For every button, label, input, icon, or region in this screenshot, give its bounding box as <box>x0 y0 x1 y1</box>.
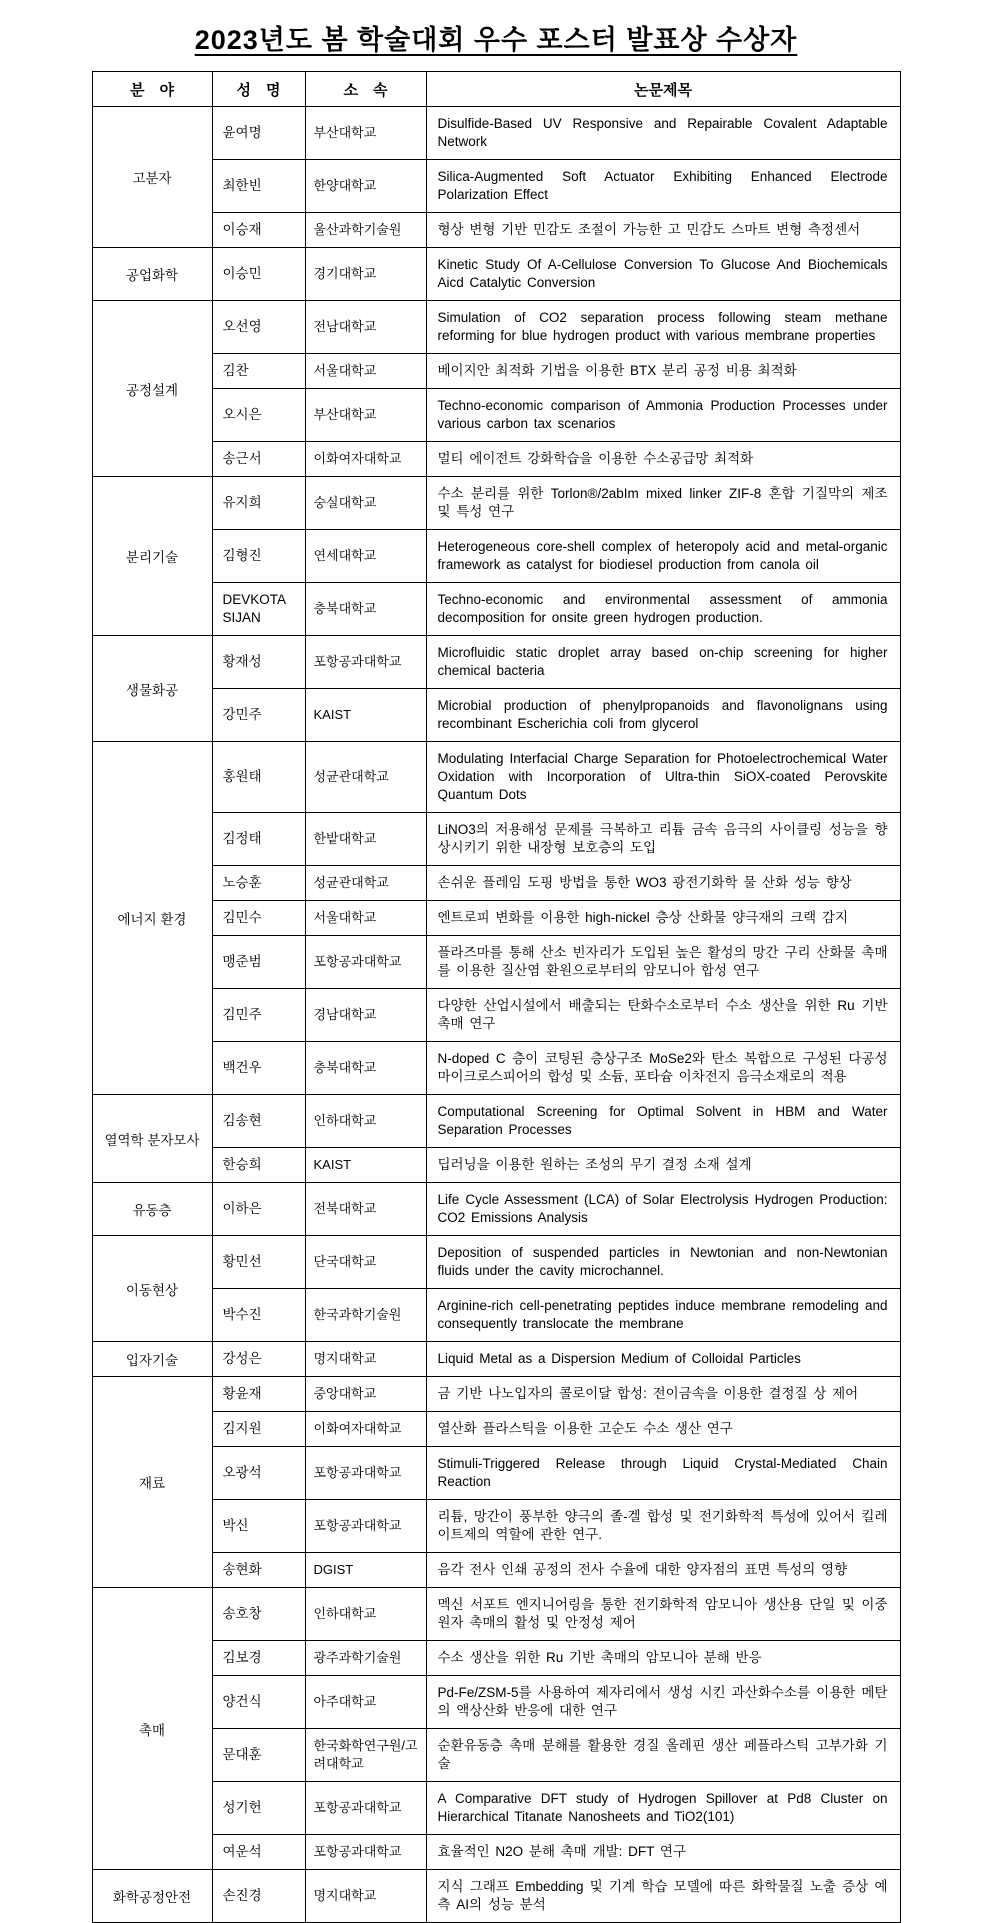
affiliation-cell: 명지대학교 <box>305 1870 426 1923</box>
paper-title-cell: 멕신 서포트 엔지니어링을 통한 전기화학적 암모니아 생산용 단일 및 이중 원자 촉매의 활성 및 안정성 제어 <box>426 1588 900 1641</box>
affiliation-cell: 성균관대학교 <box>305 866 426 901</box>
field-cell: 이동현상 <box>92 1236 212 1342</box>
affiliation-cell: 중앙대학교 <box>305 1377 426 1412</box>
affiliation-cell: 명지대학교 <box>305 1342 426 1377</box>
table-row <box>92 1042 900 1095</box>
table-row <box>92 1782 900 1835</box>
name-cell: 오광석 <box>212 1447 305 1500</box>
affiliation-cell: 한국화학연구원/고려대학교 <box>305 1729 426 1782</box>
paper-title-cell: Kinetic Study Of A-Cellulose Conversion To Glucose And Biochemicals Aicd Catalytic Conversion <box>426 248 900 301</box>
table-row <box>92 813 900 866</box>
table-row <box>92 301 900 354</box>
affiliation-cell: 인하대학교 <box>305 1588 426 1641</box>
table-row <box>92 1835 900 1870</box>
affiliation-cell: 울산과학기술원 <box>305 213 426 248</box>
field-cell: 에너지 환경 <box>92 742 212 1095</box>
affiliation-cell: 부산대학교 <box>305 107 426 160</box>
affiliation-cell: KAIST <box>305 689 426 742</box>
paper-title-cell: Modulating Interfacial Charge Separation for Photoelectrochemical Water Oxidation with Incorporation of Ultra-thin SiOX-coated Perovskite Quantum Dots <box>426 742 900 813</box>
table-row <box>92 213 900 248</box>
affiliation-cell: 포항공과대학교 <box>305 1782 426 1835</box>
name-cell: DEVKOTA SIJAN <box>212 583 305 636</box>
paper-title-cell: 손쉬운 플레임 도핑 방법을 통한 WO3 광전기화학 물 산화 성능 향상 <box>426 866 900 901</box>
name-cell: 박수진 <box>212 1289 305 1342</box>
affiliation-cell: 경남대학교 <box>305 989 426 1042</box>
name-cell: 강민주 <box>212 689 305 742</box>
name-cell: 문대훈 <box>212 1729 305 1782</box>
table-row <box>92 1588 900 1641</box>
table-row <box>92 1095 900 1148</box>
name-cell: 유지희 <box>212 477 305 530</box>
name-cell: 손진경 <box>212 1870 305 1923</box>
name-cell: 황재성 <box>212 636 305 689</box>
page-title: 2023년도 봄 학술대회 우수 포스터 발표상 수상자 <box>194 25 798 55</box>
name-cell: 백건우 <box>212 1042 305 1095</box>
paper-title-cell: Silica-Augmented Soft Actuator Exhibiting Enhanced Electrode Polarization Effect <box>426 160 900 213</box>
affiliation-cell: 전남대학교 <box>305 301 426 354</box>
name-cell: 박신 <box>212 1500 305 1553</box>
name-cell: 강성은 <box>212 1342 305 1377</box>
name-cell: 김민주 <box>212 989 305 1042</box>
paper-title-cell: 멀티 에이전트 강화학습을 이용한 수소공급망 최적화 <box>426 442 900 477</box>
field-cell: 열역학 분자모사 <box>92 1095 212 1183</box>
name-cell: 황윤재 <box>212 1377 305 1412</box>
table-row <box>92 989 900 1042</box>
affiliation-cell: KAIST <box>305 1148 426 1183</box>
table-row <box>92 442 900 477</box>
affiliation-cell: 포항공과대학교 <box>305 1500 426 1553</box>
table-row <box>92 1641 900 1676</box>
paper-title-cell: A Comparative DFT study of Hydrogen Spillover at Pd8 Cluster on Hierarchical Titanate Nanosheets and TiO2(101) <box>426 1782 900 1835</box>
affiliation-cell: 서울대학교 <box>305 354 426 389</box>
affiliation-cell: 서울대학교 <box>305 901 426 936</box>
paper-title-cell: Heterogeneous core-shell complex of heteropoly acid and metal-organic framework as catalyst for biodiesel production from canola oil <box>426 530 900 583</box>
field-cell: 공정설계 <box>92 301 212 477</box>
table-row <box>92 1500 900 1553</box>
affiliation-cell: 연세대학교 <box>305 530 426 583</box>
table-row <box>92 1447 900 1500</box>
field-cell: 분리기술 <box>92 477 212 636</box>
paper-title-cell: 수소 생산을 위한 Ru 기반 촉매의 암모니아 분해 반응 <box>426 1641 900 1676</box>
affiliation-cell: 포항공과대학교 <box>305 636 426 689</box>
affiliation-cell: 충북대학교 <box>305 583 426 636</box>
name-cell: 오시은 <box>212 389 305 442</box>
table-row <box>92 901 900 936</box>
name-cell: 김송현 <box>212 1095 305 1148</box>
paper-title-cell: Techno-economic comparison of Ammonia Production Processes under various carbon tax scenarios <box>426 389 900 442</box>
affiliation-cell: 전북대학교 <box>305 1183 426 1236</box>
paper-title-cell: 열산화 플라스틱을 이용한 고순도 수소 생산 연구 <box>426 1412 900 1447</box>
table-row <box>92 1676 900 1729</box>
table-row <box>92 1236 900 1289</box>
column-header-name: 성 명 <box>212 72 305 107</box>
awards-table-body <box>92 107 900 1923</box>
paper-title-cell: 수소 분리를 위한 Torlon®/2abIm mixed linker ZIF-8 혼합 기질막의 제조 및 특성 연구 <box>426 477 900 530</box>
table-row <box>92 742 900 813</box>
name-cell: 송현화 <box>212 1553 305 1588</box>
paper-title-cell: 순환유동층 촉매 분해를 활용한 경질 올레핀 생산 페플라스틱 고부가화 기술 <box>426 1729 900 1782</box>
paper-title-cell: Stimuli-Triggered Release through Liquid Crystal-Mediated Chain Reaction <box>426 1447 900 1500</box>
awards-table <box>92 71 901 1923</box>
affiliation-cell: 이화여자대학교 <box>305 442 426 477</box>
name-cell: 성기헌 <box>212 1782 305 1835</box>
name-cell: 홍원태 <box>212 742 305 813</box>
affiliation-cell: 단국대학교 <box>305 1236 426 1289</box>
table-row <box>92 636 900 689</box>
table-row <box>92 866 900 901</box>
name-cell: 최한빈 <box>212 160 305 213</box>
paper-title-cell: 음각 전사 인쇄 공정의 전사 수율에 대한 양자점의 표면 특성의 영향 <box>426 1553 900 1588</box>
field-cell: 입자기술 <box>92 1342 212 1377</box>
table-row <box>92 936 900 989</box>
paper-title-cell: 플라즈마를 통해 산소 빈자리가 도입된 높은 활성의 망간 구리 산화물 촉매를 이용한 질산염 환원으로부터의 암모니아 합성 연구 <box>426 936 900 989</box>
paper-title-cell: Arginine-rich cell-penetrating peptides induce membrane remodeling and consequently translocate the membrane <box>426 1289 900 1342</box>
affiliation-cell: 충북대학교 <box>305 1042 426 1095</box>
column-header-paper-title: 논문제목 <box>426 72 900 107</box>
name-cell: 여운석 <box>212 1835 305 1870</box>
table-row <box>92 1553 900 1588</box>
column-header-affiliation: 소 속 <box>305 72 426 107</box>
name-cell: 송호창 <box>212 1588 305 1641</box>
name-cell: 윤여명 <box>212 107 305 160</box>
affiliation-cell: 성균관대학교 <box>305 742 426 813</box>
paper-title-cell: Deposition of suspended particles in Newtonian and non-Newtonian fluids under the cavity microchannel. <box>426 1236 900 1289</box>
table-row <box>92 1289 900 1342</box>
table-row <box>92 1377 900 1412</box>
paper-title-cell: Pd-Fe/ZSM-5를 사용하여 제자리에서 생성 시킨 과산화수소를 이용한 메탄의 액상산화 반응에 대한 연구 <box>426 1676 900 1729</box>
name-cell: 김찬 <box>212 354 305 389</box>
name-cell: 송근서 <box>212 442 305 477</box>
affiliation-cell: 부산대학교 <box>305 389 426 442</box>
name-cell: 이승재 <box>212 213 305 248</box>
field-cell: 촉매 <box>92 1588 212 1870</box>
name-cell: 김형진 <box>212 530 305 583</box>
paper-title-cell: 형상 변형 기반 민감도 조절이 가능한 고 민감도 스마트 변형 측정센서 <box>426 213 900 248</box>
paper-title-cell: 엔트로피 변화를 이용한 high-nickel 층상 산화물 양극재의 크랙 감지 <box>426 901 900 936</box>
table-row <box>92 248 900 301</box>
table-row <box>92 583 900 636</box>
name-cell: 김민수 <box>212 901 305 936</box>
paper-title-cell: Disulfide-Based UV Responsive and Repairable Covalent Adaptable Network <box>426 107 900 160</box>
name-cell: 이하은 <box>212 1183 305 1236</box>
name-cell: 한승희 <box>212 1148 305 1183</box>
affiliation-cell: 이화여자대학교 <box>305 1412 426 1447</box>
name-cell: 오선영 <box>212 301 305 354</box>
field-cell: 생물화공 <box>92 636 212 742</box>
paper-title-cell: Techno-economic and environmental assessment of ammonia decomposition for onsite green hydrogen production. <box>426 583 900 636</box>
name-cell: 노승훈 <box>212 866 305 901</box>
name-cell: 양건식 <box>212 1676 305 1729</box>
table-row <box>92 389 900 442</box>
affiliation-cell: 포항공과대학교 <box>305 1447 426 1500</box>
name-cell: 김보경 <box>212 1641 305 1676</box>
affiliation-cell: 인하대학교 <box>305 1095 426 1148</box>
affiliation-cell: DGIST <box>305 1553 426 1588</box>
paper-title-cell: Microbial production of phenylpropanoids and flavonolignans using recombinant Escherichia coli from glycerol <box>426 689 900 742</box>
field-cell: 화학공정안전 <box>92 1870 212 1923</box>
affiliation-cell: 포항공과대학교 <box>305 936 426 989</box>
paper-title-cell: N-doped C 층이 코팅된 층상구조 MoSe2와 탄소 복합으로 구성된 다공성 마이크로스피어의 합성 및 소듐, 포타슘 이차전지 음극소재로의 적용 <box>426 1042 900 1095</box>
table-row <box>92 1342 900 1377</box>
field-cell: 공업화학 <box>92 248 212 301</box>
paper-title-cell: 효율적인 N2O 분해 촉매 개발: DFT 연구 <box>426 1835 900 1870</box>
table-row <box>92 107 900 160</box>
paper-title-cell: 지식 그래프 Embedding 및 기계 학습 모델에 따른 화학물질 노출 증상 예측 AI의 성능 분석 <box>426 1870 900 1923</box>
affiliation-cell: 숭실대학교 <box>305 477 426 530</box>
field-cell: 고분자 <box>92 107 212 248</box>
table-row <box>92 160 900 213</box>
name-cell: 김지원 <box>212 1412 305 1447</box>
paper-title-cell: 딥러닝을 이용한 원하는 조성의 무기 결정 소재 설계 <box>426 1148 900 1183</box>
paper-title-cell: Computational Screening for Optimal Solvent in HBM and Water Separation Processes <box>426 1095 900 1148</box>
affiliation-cell: 광주과학기술원 <box>305 1641 426 1676</box>
paper-title-cell: Liquid Metal as a Dispersion Medium of Colloidal Particles <box>426 1342 900 1377</box>
affiliation-cell: 한밭대학교 <box>305 813 426 866</box>
table-row <box>92 1412 900 1447</box>
table-row <box>92 1870 900 1923</box>
field-cell: 유동층 <box>92 1183 212 1236</box>
affiliation-cell: 포항공과대학교 <box>305 1835 426 1870</box>
table-row <box>92 1148 900 1183</box>
paper-title-cell: LiNO3의 저용해성 문제를 극복하고 리튬 금속 음극의 사이클링 성능을 향상시키기 위한 내장형 보호층의 도입 <box>426 813 900 866</box>
column-header-field: 분 야 <box>92 72 212 107</box>
paper-title-cell: 다양한 산업시설에서 배출되는 탄화수소로부터 수소 생산을 위한 Ru 기반 촉매 연구 <box>426 989 900 1042</box>
affiliation-cell: 경기대학교 <box>305 248 426 301</box>
table-row <box>92 1183 900 1236</box>
paper-title-cell: 금 기반 나노입자의 콜로이달 합성: 전이금속을 이용한 결정질 상 제어 <box>426 1377 900 1412</box>
name-cell: 맹준범 <box>212 936 305 989</box>
affiliation-cell: 한양대학교 <box>305 160 426 213</box>
table-row <box>92 354 900 389</box>
table-row <box>92 689 900 742</box>
field-cell: 재료 <box>92 1377 212 1588</box>
header-row <box>92 72 900 107</box>
name-cell: 이승민 <box>212 248 305 301</box>
name-cell: 황민선 <box>212 1236 305 1289</box>
table-row <box>92 1729 900 1782</box>
table-row <box>92 477 900 530</box>
paper-title-cell: 베이지안 최적화 기법을 이용한 BTX 분리 공정 비용 최적화 <box>426 354 900 389</box>
affiliation-cell: 한국과학기술원 <box>305 1289 426 1342</box>
paper-title-cell: 리튬, 망간이 풍부한 양극의 졸-겔 합성 및 전기화학적 특성에 있어서 킬레이트제의 역할에 관한 연구. <box>426 1500 900 1553</box>
paper-title-cell: Simulation of CO2 separation process following steam methane reforming for blue hydrogen product with various membrane properties <box>426 301 900 354</box>
name-cell: 김정태 <box>212 813 305 866</box>
table-row <box>92 530 900 583</box>
paper-title-cell: Microfluidic static droplet array based on-chip screening for higher chemical bacteria <box>426 636 900 689</box>
paper-title-cell: Life Cycle Assessment (LCA) of Solar Electrolysis Hydrogen Production: CO2 Emissions Analysis <box>426 1183 900 1236</box>
affiliation-cell: 아주대학교 <box>305 1676 426 1729</box>
